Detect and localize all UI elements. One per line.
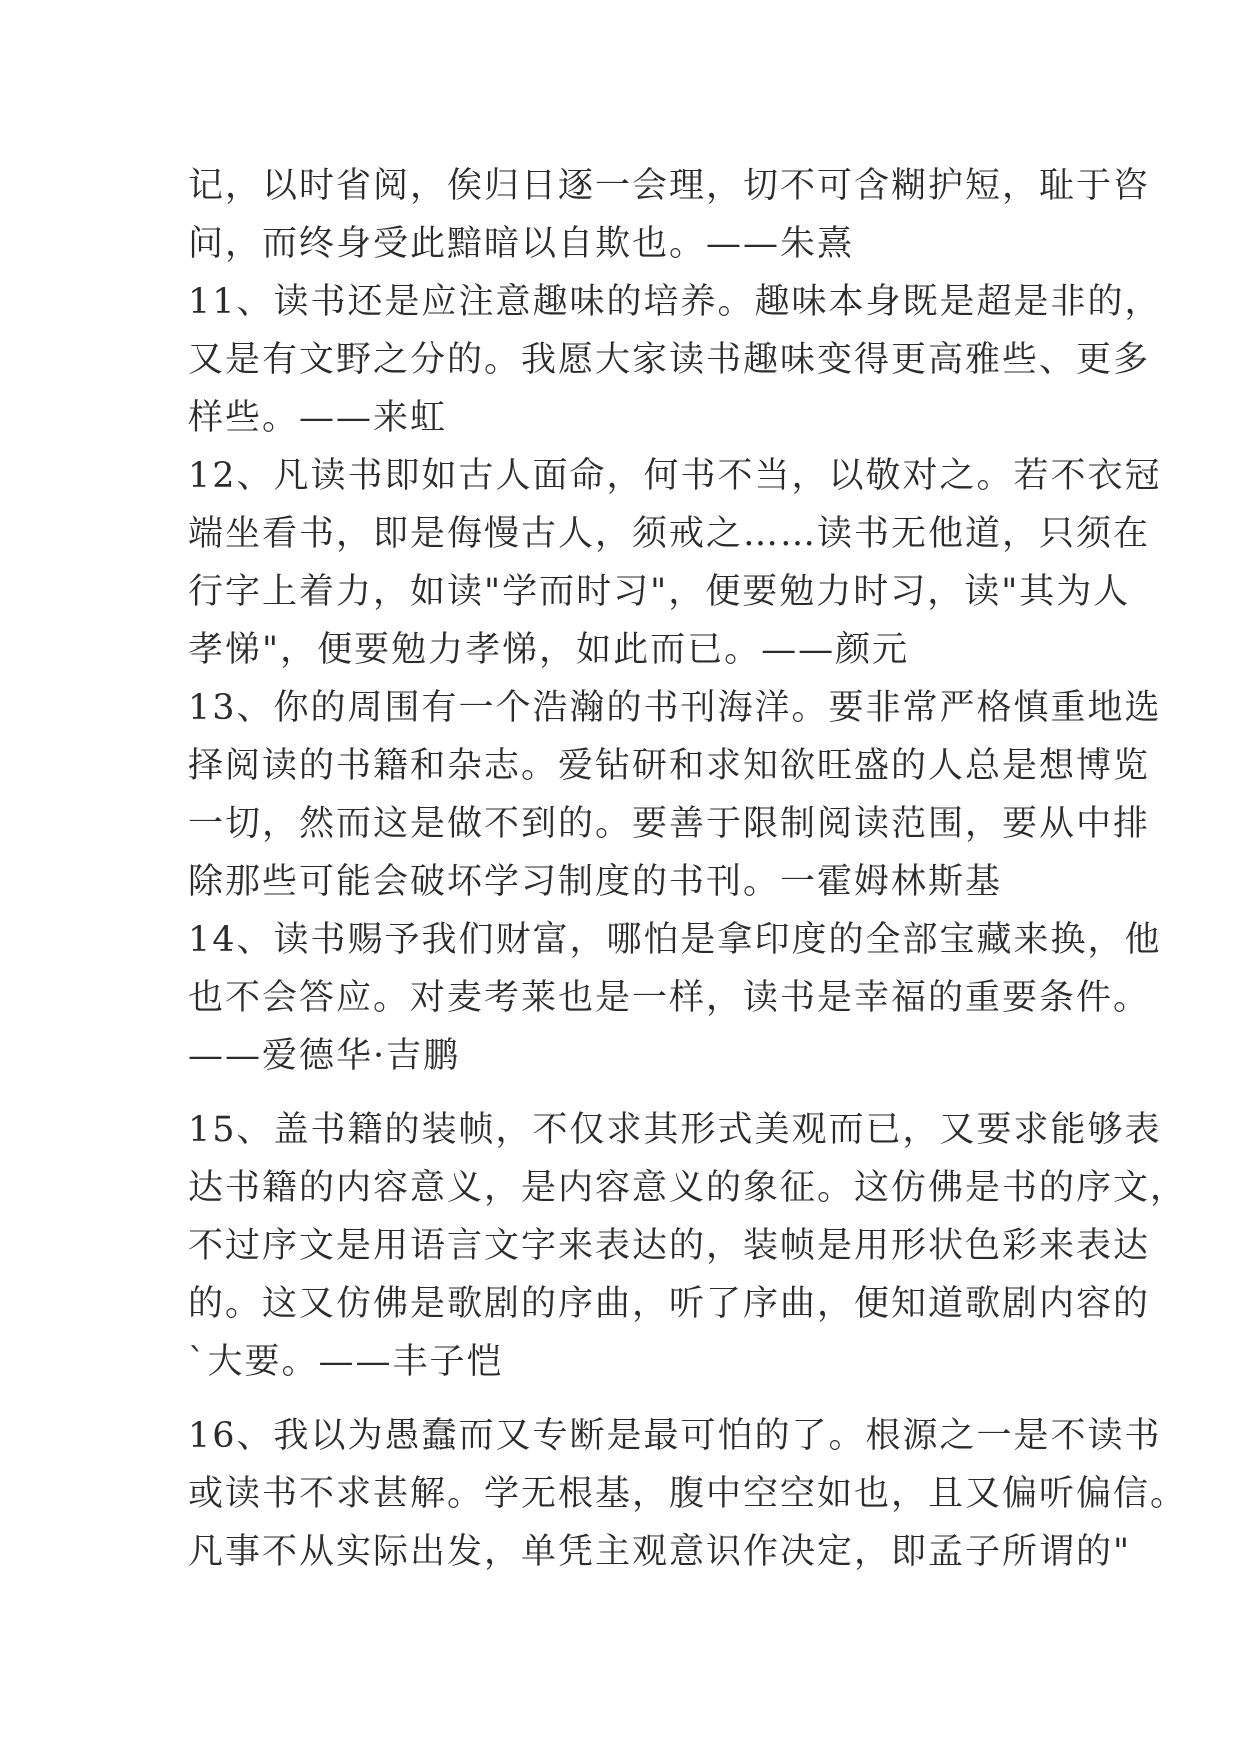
document-body (188, 157, 1188, 1581)
text-line: 的。这又仿佛是歌剧的序曲，听了序曲，便知道歌剧内容的 (188, 1284, 1151, 1324)
paragraph-gap (188, 1391, 1068, 1407)
text-line: 记，以时省阅，俟归日逐一会理，切不可含糊护短，耻于咨 (188, 166, 1151, 206)
text-line: 也不会答应。对麦考莱也是一样，读书是幸福的重要条件。 (188, 978, 1151, 1018)
text-line: 除那些可能会破坏学习制度的书刊。一霍姆林斯基 (188, 862, 1003, 902)
text-line: 择阅读的书籍和杂志。爱钻研和求知欲旺盛的人总是想博览 (188, 746, 1151, 786)
text-line: 16、我以为愚蠢而又专断是最可怕的了。根源之一是不读书 (188, 1416, 1162, 1456)
text-line: 达书籍的内容意义，是内容意义的象征。这仿佛是书的序文， (188, 1168, 1188, 1208)
text-line: 15、盖书籍的装帧，不仅求其形式美观而已，又要求能够表 (188, 1110, 1162, 1150)
text-line: 又是有文野之分的。我愿大家读书趣味变得更高雅些、更多 (188, 340, 1151, 380)
text-line: 孝悌"，便要勉力孝悌，如此而已。——颜元 (188, 630, 910, 670)
text-line: 12、凡读书即如古人面命，何书不当，以敬对之。若不衣冠 (188, 456, 1162, 496)
text-line: 不过序文是用语言文字来表达的，装帧是用形状色彩来表达 (188, 1226, 1151, 1266)
text-line: `大要。——丰子恺 (188, 1342, 504, 1382)
text-line: 13、你的周围有一个浩瀚的书刊海洋。要非常严格慎重地选 (188, 688, 1162, 728)
text-line: 端坐看书，即是侮慢古人，须戒之……读书无他道，只须在 (188, 514, 1151, 554)
text-line: 凡事不从实际出发，单凭主观意识作决定，即孟子所谓的" (188, 1532, 1132, 1572)
text-line: 样些。——来虹 (188, 398, 448, 438)
text-line: ——爱德华·吉鹏 (188, 1036, 461, 1076)
text-line: 行字上着力，如读"学而时习"，便要勉力时习，读"其为人 (188, 572, 1131, 612)
text-line: 问，而终身受此黯暗以自欺也。——朱熹 (188, 224, 855, 264)
text-line: 或读书不求甚解。学无根基，腹中空空如也，且又偏听偏信。 (188, 1474, 1188, 1514)
paragraph-gap (188, 1085, 1068, 1101)
text-line: 14、读书赐予我们财富，哪怕是拿印度的全部宝藏来换，他 (188, 920, 1162, 960)
text-line: 11、读书还是应注意趣味的培养。趣味本身既是超是非的， (188, 282, 1162, 322)
text-line: 一切，然而这是做不到的。要善于限制阅读范围，要从中排 (188, 804, 1151, 844)
